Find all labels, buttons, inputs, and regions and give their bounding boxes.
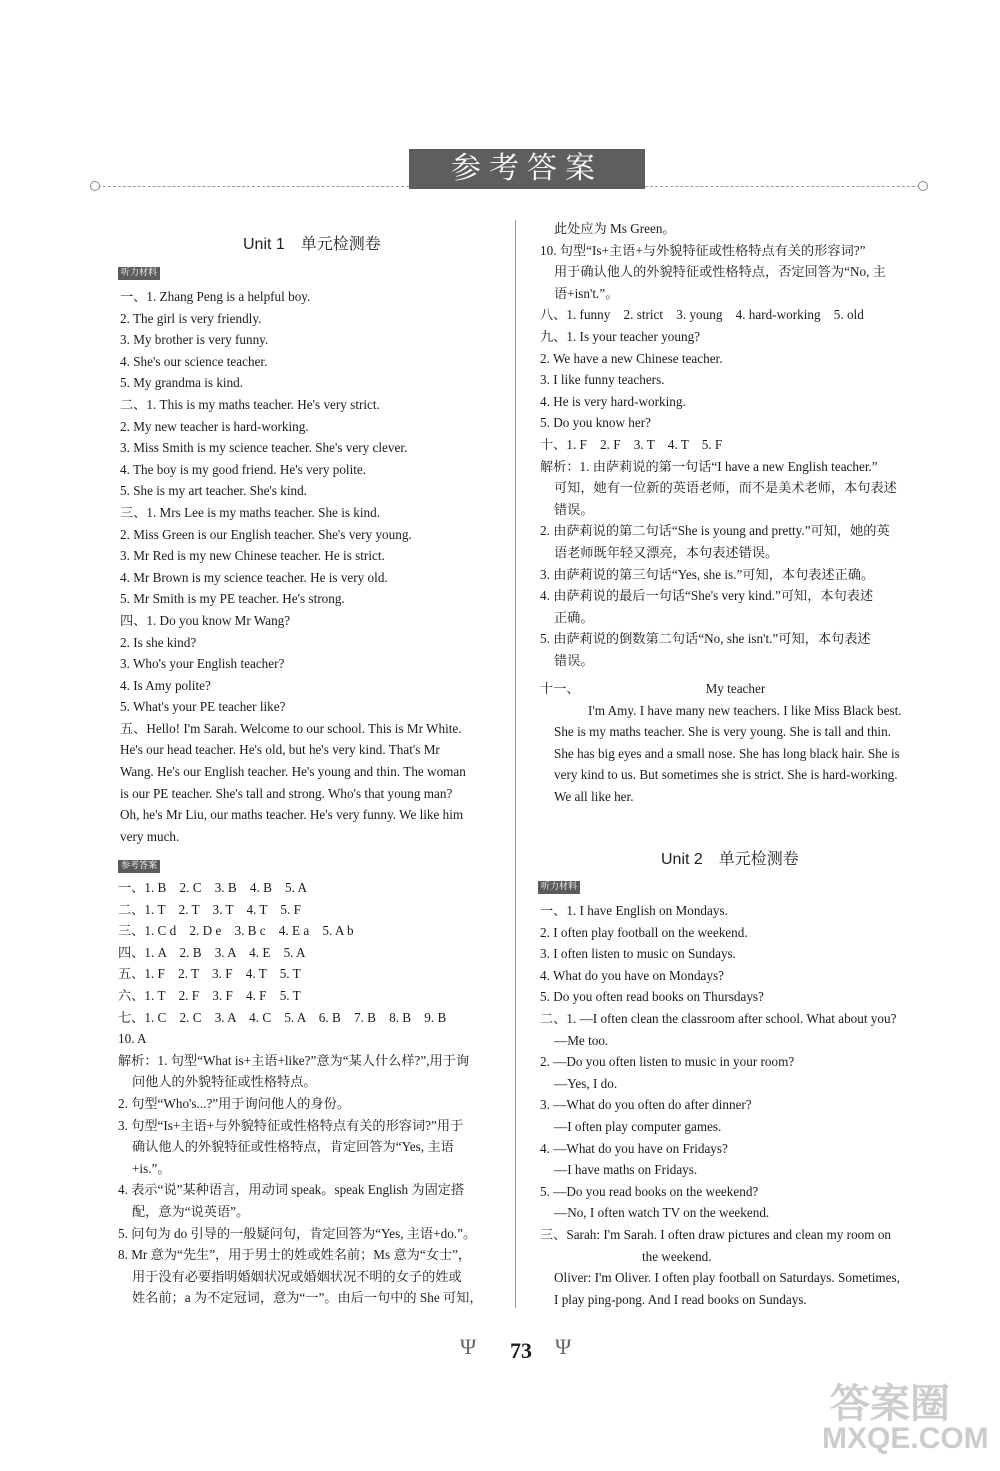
text-line: 配，意为“说英语”。: [132, 1203, 250, 1219]
text-line: 2. Miss Green is our English teacher. She's very young.: [120, 526, 412, 542]
text-line: Oh, he's Mr Liu, our maths teacher. He's very funny. We like him: [120, 807, 464, 823]
composition-line: I'm Amy. I have many new teachers. I like Miss Black best.: [588, 702, 902, 718]
text-line: 五、Hello! I'm Sarah. Welcome to our school. This is Mr White.: [120, 720, 462, 736]
header-rule-right-dot: [918, 181, 928, 191]
text-line: 三、1. C d 2. D e 3. B c 4. E a 5. A b: [118, 923, 354, 939]
text-line: 可知，她有一位新的英语老师，而不是美术老师，本句表述: [554, 480, 897, 496]
text-line: 九、1. Is your teacher young?: [540, 328, 701, 344]
composition-line: We all like her.: [554, 788, 634, 804]
text-line: 此处应为 Ms Green。: [554, 221, 676, 236]
text-line: 正确。: [554, 609, 594, 625]
text-line: 4. 由萨莉说的最后一句话“She's very kind.”可知，本句表述: [540, 588, 874, 604]
text-line: 三、1. Mrs Lee is my maths teacher. She is kind.: [120, 504, 381, 520]
text-line: 4. The boy is my good friend. He's very polite.: [120, 461, 367, 477]
column-divider: [515, 220, 516, 1308]
text-line: 4. She's our science teacher.: [120, 353, 268, 369]
text-line: 解析：1. 句型“What is+主语+like?”意为“某人什么样?”,用于询: [118, 1052, 470, 1068]
watermark-url: MXQE.COM: [822, 1422, 989, 1455]
composition-line: very kind to us. But sometimes she is strict. She is hard-working.: [554, 767, 898, 783]
text-line: 5. My grandma is kind.: [120, 375, 244, 391]
unit1-title: Unit 1 单元检测卷: [243, 236, 381, 253]
text-line: I play ping-pong. And I read books on Sundays.: [554, 1291, 807, 1307]
text-line: 三、Sarah: I'm Sarah. I often draw pictures and clean my room on: [540, 1226, 892, 1242]
text-line: —No, I often watch TV on the weekend.: [554, 1205, 770, 1221]
composition-line: She is my maths teacher. She is very young. She is tall and thin.: [554, 724, 891, 740]
text-line: He's our head teacher. He's old, but he's very kind. That's Mr: [120, 742, 440, 758]
text-line: 4. Is Amy polite?: [120, 677, 211, 693]
text-line: 10. A: [118, 1031, 147, 1047]
unit1-listening-tag: 听力材料: [118, 267, 160, 280]
unit1-listening-text: [120, 286, 510, 847]
text-line: 8. Mr 意为“先生”，用于男士的姓或姓名前；Ms 意为“女士”，: [118, 1247, 472, 1263]
text-line: 3. Who's your English teacher?: [120, 656, 285, 672]
text-line: 一、1. I have English on Mondays.: [540, 903, 728, 918]
unit1-answers-text: [118, 877, 508, 1309]
unit2-listening-text: [540, 900, 930, 1310]
text-line: —I often play computer games.: [554, 1118, 722, 1134]
text-line: 3. Miss Smith is my science teacher. She's very clever.: [120, 440, 408, 456]
text-line: —Me too.: [554, 1032, 609, 1048]
text-line: 10. 句型“Is+主语+与外貌特征或性格特点有关的形容词?”: [540, 242, 866, 258]
text-line: +is.”。: [132, 1160, 171, 1176]
text-line: 语老师既年轻又漂亮，本句表述错误。: [554, 544, 779, 560]
text-line: 语+isn't.”。: [554, 285, 619, 301]
text-line: 问他人的外貌特征或性格特点。: [132, 1074, 317, 1090]
text-line: 4. Mr Brown is my science teacher. He is very old.: [120, 569, 388, 585]
palm-decoration-left-icon: Ψ: [460, 1334, 477, 1359]
text-line: 3. 由萨莉说的第三句话“Yes, she is.”可知，本句表述正确。: [540, 566, 875, 582]
text-line: 5. Do you often read books on Thursdays?: [540, 989, 764, 1005]
text-line: 五、1. F 2. T 3. F 4. T 5. T: [118, 966, 301, 982]
text-line: 3. My brother is very funny.: [120, 332, 269, 348]
text-line: 3. I often listen to music on Sundays.: [540, 946, 736, 962]
text-line: 一、1. Zhang Peng is a helpful boy.: [120, 289, 311, 304]
text-line: 2. The girl is very friendly.: [120, 310, 262, 326]
text-line: 解析：1. 由萨莉说的第一句话“I have a new English teacher.”: [540, 458, 878, 474]
text-line: 2. I often play football on the weekend.: [540, 924, 748, 940]
composition-header: [540, 678, 930, 700]
text-line: 四、1. Do you know Mr Wang?: [120, 612, 291, 628]
right-answers-text: [540, 218, 930, 671]
text-line: 2. —Do you often listen to music in your room?: [540, 1054, 795, 1070]
text-line: 5. 由萨莉说的倒数第二句话“No, she isn't.”可知，本句表述: [540, 631, 871, 647]
text-line: 5. —Do you read books on the weekend?: [540, 1183, 759, 1199]
header-rule-right: [645, 186, 920, 187]
text-line: 3. —What do you often do after dinner?: [540, 1097, 752, 1113]
text-line: 二、1. T 2. T 3. T 4. T 5. F: [118, 901, 301, 917]
text-line: 二、1. This is my maths teacher. He's very strict.: [120, 396, 380, 412]
text-line: the weekend.: [642, 1248, 712, 1264]
text-line: is our PE teacher. She's tall and strong. Who's that young man?: [120, 785, 453, 801]
text-line: 5. She is my art teacher. She's kind.: [120, 483, 307, 499]
text-line: 3. 句型“Is+主语+与外貌特征或性格特点有关的形容词?”用于: [118, 1117, 464, 1133]
text-line: 八、1. funny 2. strict 3. young 4. hard-working 5. old: [540, 307, 864, 323]
text-line: 七、1. C 2. C 3. A 4. C 5. A 6. B 7. B 8. B 9. B: [118, 1009, 447, 1025]
page-title: 参考答案: [409, 149, 645, 189]
text-line: 5. Mr Smith is my PE teacher. He's strong.: [120, 591, 345, 607]
page-number: 73: [510, 1338, 532, 1363]
composition-line: She has big eyes and a small nose. She has long black hair. She is: [554, 745, 900, 761]
text-line: Wang. He's our English teacher. He's young and thin. The woman: [120, 764, 466, 780]
text-line: Oliver: I'm Oliver. I often play football on Saturdays. Sometimes,: [554, 1270, 900, 1286]
text-line: 4. What do you have on Mondays?: [540, 967, 724, 983]
text-line: 二、1. —I often clean the classroom after school. What about you?: [540, 1010, 897, 1026]
text-line: 2. Is she kind?: [120, 634, 197, 650]
text-line: 用于没有必要指明婚姻状况或婚姻状况不明的女子的姓或: [132, 1268, 462, 1284]
text-line: 四、1. A 2. B 3. A 4. E 5. A: [118, 944, 306, 960]
palm-decoration-right-icon: Ψ: [555, 1334, 572, 1359]
text-line: 2. 句型“Who's...?”用于询问他人的身份。: [118, 1095, 351, 1111]
composition: [540, 678, 930, 808]
text-line: 2. My new teacher is hard-working.: [120, 418, 309, 434]
text-line: 错误。: [554, 652, 594, 668]
header-rule-left: [98, 186, 409, 187]
unit1-answers-tag: 参考答案: [118, 860, 160, 873]
text-line: very much.: [120, 828, 180, 844]
text-line: 4. 表示“说”某种语言，用动词 speak。speak English 为固定搭: [118, 1182, 465, 1198]
text-line: 3. I like funny teachers.: [540, 372, 665, 388]
watermark-logo: 答案圈: [830, 1381, 950, 1427]
text-line: 2. We have a new Chinese teacher.: [540, 350, 723, 366]
composition-label: 十一、: [540, 681, 580, 696]
composition-title: My teacher: [705, 681, 766, 696]
text-line: 3. Mr Red is my new Chinese teacher. He is strict.: [120, 548, 385, 564]
text-line: 4. He is very hard-working.: [540, 393, 686, 409]
text-line: 5. Do you know her?: [540, 415, 651, 431]
text-line: —Yes, I do.: [554, 1075, 618, 1091]
text-line: —I have maths on Fridays.: [554, 1162, 698, 1178]
text-line: 确认他人的外貌特征或性格特点，肯定回答为“Yes, 主语: [132, 1139, 454, 1155]
text-line: 一、1. B 2. C 3. B 4. B 5. A: [118, 880, 308, 895]
text-line: 5. 问句为 do 引导的一般疑问句，肯定回答为“Yes, 主语+do.”。: [118, 1225, 477, 1241]
text-line: 4. —What do you have on Fridays?: [540, 1140, 728, 1156]
text-line: 用于确认他人的外貌特征或性格特点，否定回答为“No, 主: [554, 264, 886, 280]
text-line: 2. 由萨莉说的第二句话“She is young and pretty.”可知，她的英: [540, 523, 890, 539]
text-line: 姓名前；a 为不定冠词，意为“一”。由后一句中的 She 可知，: [132, 1290, 483, 1306]
text-line: 错误。: [554, 501, 594, 517]
text-line: 十、1. F 2. F 3. T 4. T 5. F: [540, 436, 723, 452]
unit2-listening-tag: 听力材料: [538, 881, 580, 894]
text-line: 六、1. T 2. F 3. F 4. F 5. T: [118, 987, 301, 1003]
header-rule-left-dot: [90, 181, 100, 191]
text-line: 5. What's your PE teacher like?: [120, 699, 286, 715]
unit2-title: Unit 2 单元检测卷: [661, 851, 799, 868]
